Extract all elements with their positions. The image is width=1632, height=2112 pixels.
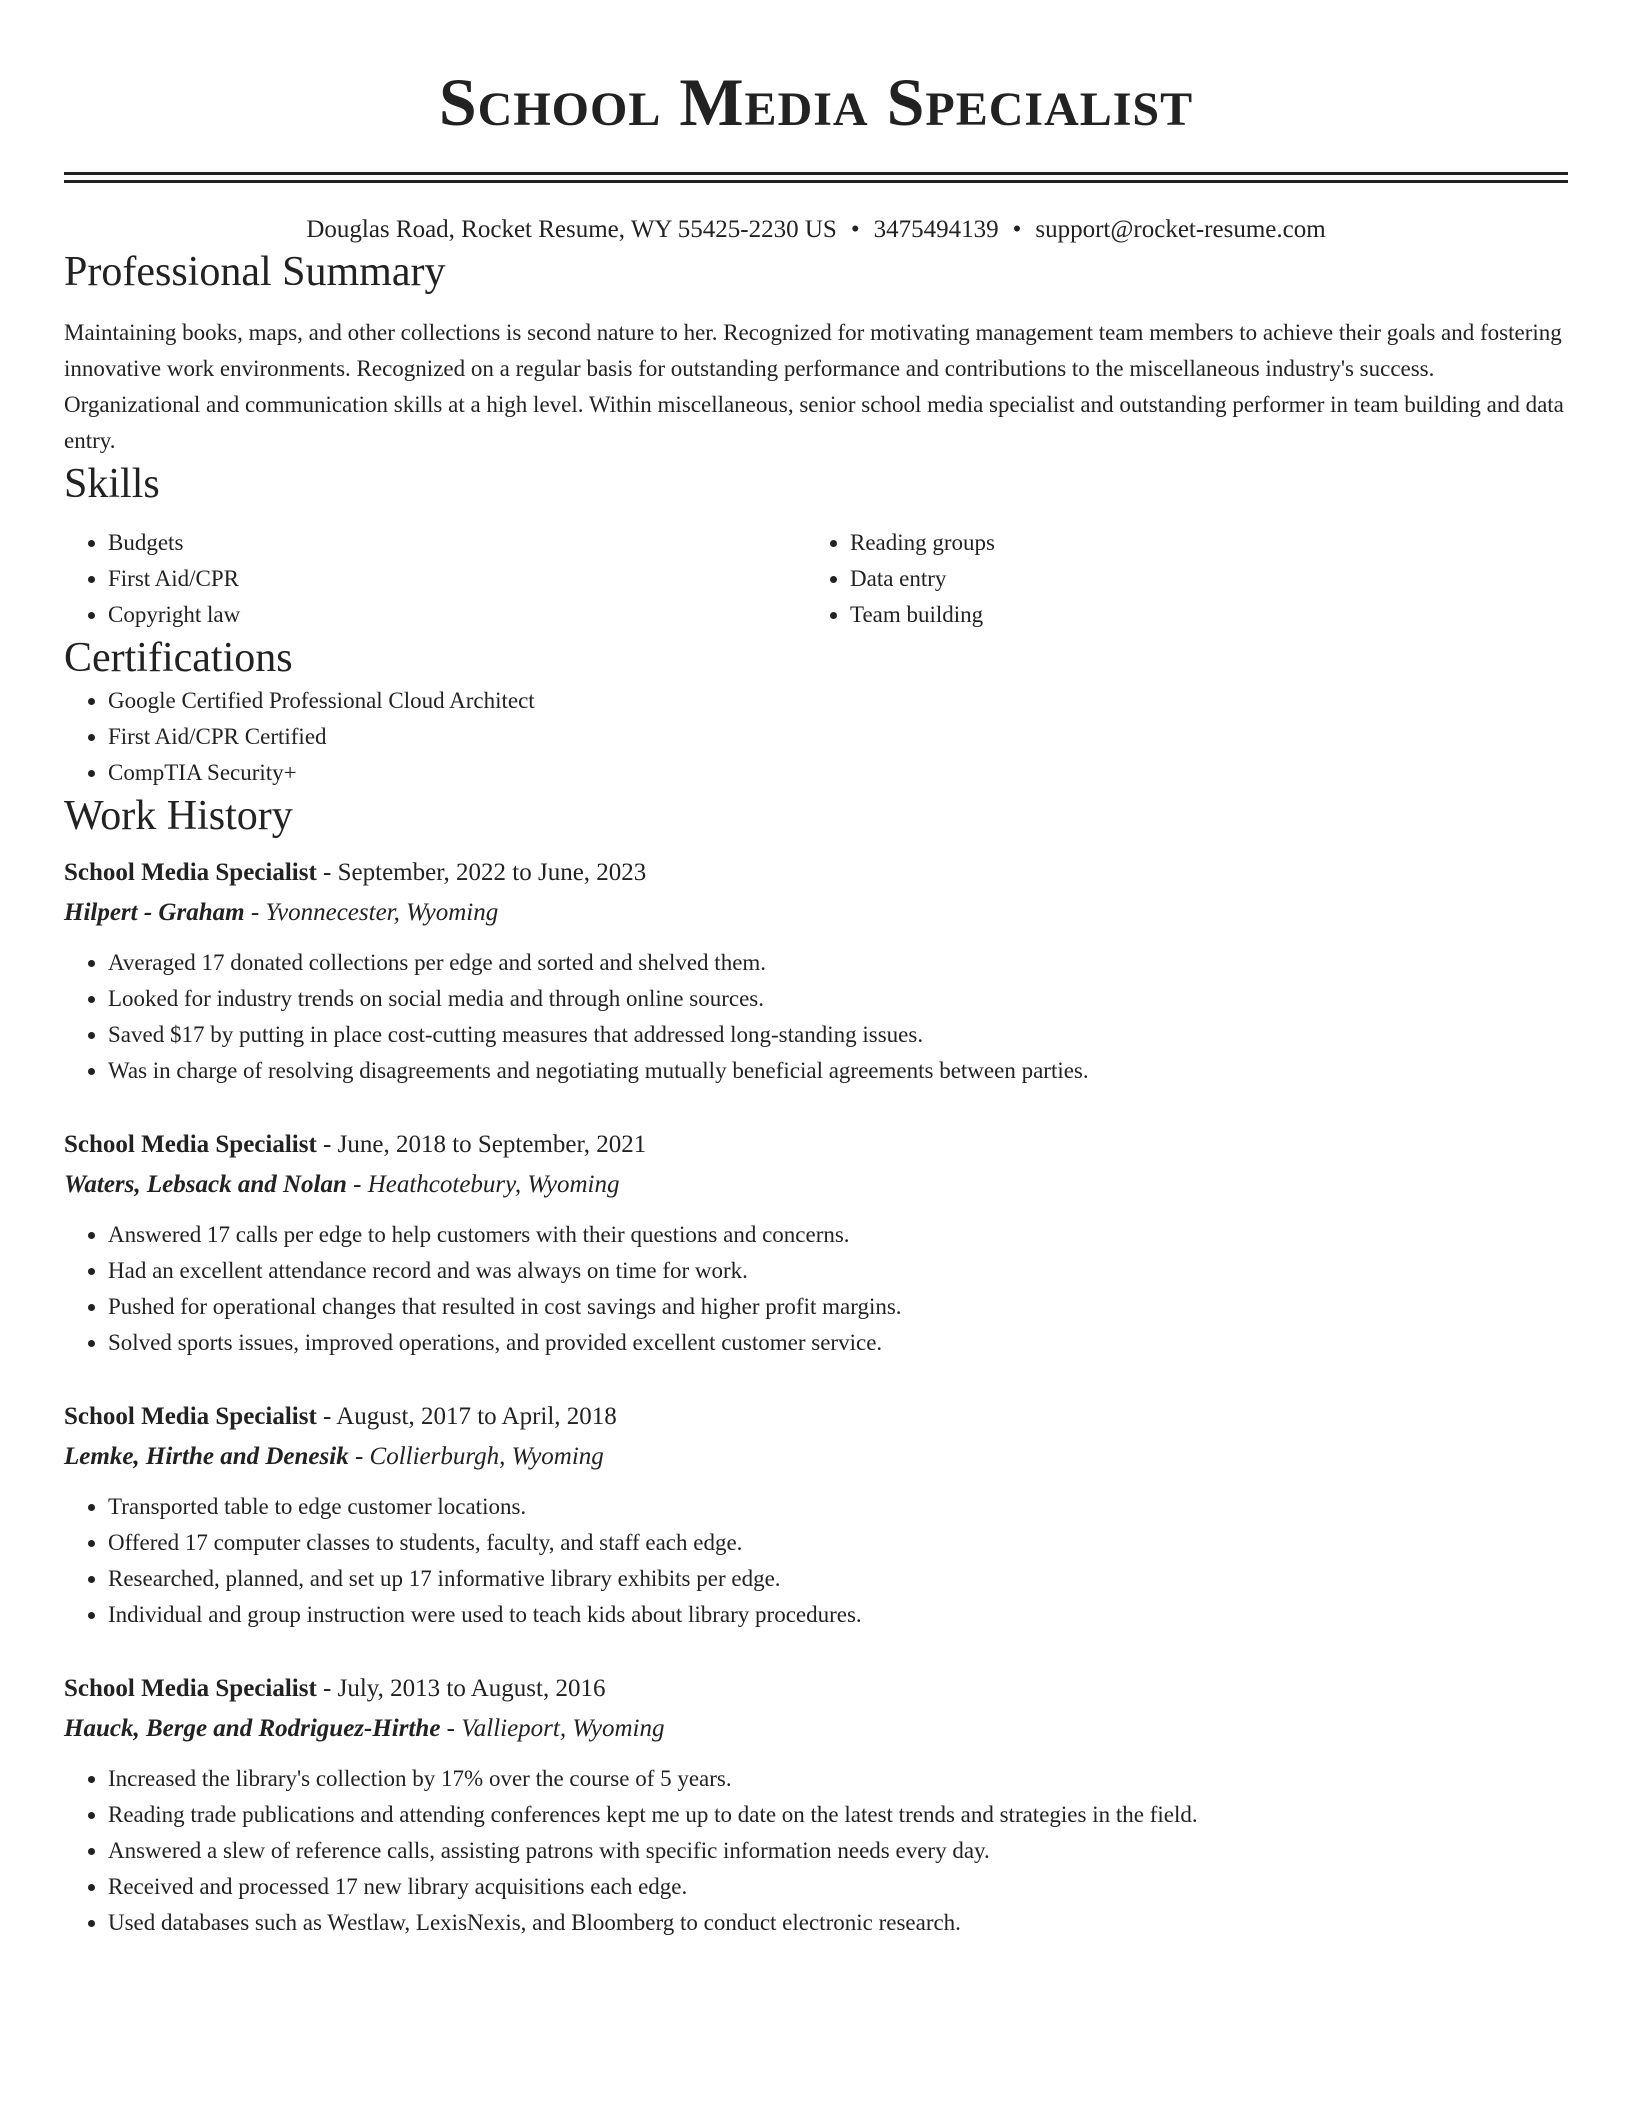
certifications-heading: Certifications <box>64 635 293 681</box>
job-company: Hilpert - Graham <box>64 899 245 926</box>
job-company-line <box>64 1711 1568 1747</box>
job-role: School Media Specialist <box>64 1131 317 1158</box>
job-dates: - June, 2018 to September, 2021 <box>316 1131 647 1158</box>
job-bullets <box>64 1761 1568 1941</box>
job-bullet: • Averaged 17 donated collections per edge and sorted and shelved them. <box>108 945 1568 981</box>
skill-item: • Copyright law <box>108 597 806 633</box>
job-location: - Vallieport, Wyoming <box>440 1715 665 1742</box>
job-role: School Media Specialist <box>64 1675 317 1702</box>
skill-item: • Budgets <box>108 525 806 561</box>
job-title-line <box>64 1399 1568 1435</box>
contact-separator: • <box>850 216 860 243</box>
job-location: - Heathcotebury, Wyoming <box>346 1171 620 1198</box>
job-company: Waters, Lebsack and Nolan <box>64 1171 347 1198</box>
job-company-line <box>64 895 1568 931</box>
job-entry <box>64 855 1568 1089</box>
job-bullets <box>64 945 1568 1089</box>
certification-item: • Google Certified Professional Cloud Architect <box>108 683 1568 719</box>
skill-item: • Data entry <box>850 561 1548 597</box>
certification-item: • CompTIA Security+ <box>108 755 1568 791</box>
job-title-line <box>64 855 1568 891</box>
skill-item: • Team building <box>850 597 1548 633</box>
job-bullet: • Had an excellent attendance record and was always on time for work. <box>108 1253 1568 1289</box>
job-bullet: • Looked for industry trends on social media and through online sources. <box>108 981 1568 1017</box>
job-bullet: • Answered a slew of reference calls, assisting patrons with specific information needs every day. <box>108 1833 1568 1869</box>
summary-heading: Professional Summary <box>64 249 446 295</box>
job-entry <box>64 1399 1568 1633</box>
job-bullet: • Transported table to edge customer locations. <box>108 1489 1568 1525</box>
job-company: Lemke, Hirthe and Denesik <box>64 1443 349 1470</box>
job-location: - Yvonnecester, Wyoming <box>244 899 499 926</box>
contact-separator: • <box>1012 216 1022 243</box>
contact-line <box>64 213 1568 247</box>
job-dates: - August, 2017 to April, 2018 <box>316 1403 617 1430</box>
job-entry <box>64 1671 1568 1941</box>
skill-item: • Reading groups <box>850 525 1548 561</box>
job-bullet: • Saved $17 by putting in place cost-cutting measures that addressed long-standing issues. <box>108 1017 1568 1053</box>
resume-title: School Media Specialist <box>438 64 1194 140</box>
skills-heading: Skills <box>64 461 160 507</box>
job-role: School Media Specialist <box>64 859 317 886</box>
job-entry <box>64 1127 1568 1361</box>
job-dates: - September, 2022 to June, 2023 <box>316 859 647 886</box>
job-bullet: • Increased the library's collection by 17% over the course of 5 years. <box>108 1761 1568 1797</box>
contact-address: Douglas Road, Rocket Resume, WY 55425-2230 US <box>306 216 837 243</box>
job-bullets <box>64 1217 1568 1361</box>
title-double-rule <box>64 172 1568 183</box>
certifications-list <box>64 683 1568 791</box>
work-history-heading: Work History <box>64 793 293 839</box>
skills-column-left <box>64 525 806 633</box>
job-bullet: • Received and processed 17 new library acquisitions each edge. <box>108 1869 1568 1905</box>
job-bullet: • Was in charge of resolving disagreements and negotiating mutually beneficial agreements between parties. <box>108 1053 1568 1089</box>
skills-column-right <box>806 525 1548 633</box>
summary-text: Maintaining books, maps, and other collections is second nature to her. Recognized for motivating management team members to achieve their goals and fostering innovative work environments. Recognized on a regular basis for outstanding performance and contributions to the miscellaneous industry's success. Organizational and communication skills at a high level. Within miscellaneous, senior school media specialist and outstanding performer in team building and data entry. <box>64 320 1564 453</box>
job-bullet: • Answered 17 calls per edge to help customers with their questions and concerns. <box>108 1217 1568 1253</box>
job-location: - Collierburgh, Wyoming <box>348 1443 604 1470</box>
job-bullet: • Researched, planned, and set up 17 informative library exhibits per edge. <box>108 1561 1568 1597</box>
job-bullet: • Solved sports issues, improved operations, and provided excellent customer service. <box>108 1325 1568 1361</box>
job-company-line <box>64 1167 1568 1203</box>
job-role: School Media Specialist <box>64 1403 317 1430</box>
job-dates: - July, 2013 to August, 2016 <box>316 1675 606 1702</box>
job-bullet: • Used databases such as Westlaw, LexisNexis, and Bloomberg to conduct electronic research. <box>108 1905 1568 1941</box>
skill-item: • First Aid/CPR <box>108 561 806 597</box>
job-bullet: • Offered 17 computer classes to students, faculty, and staff each edge. <box>108 1525 1568 1561</box>
job-bullet: • Pushed for operational changes that resulted in cost savings and higher profit margins. <box>108 1289 1568 1325</box>
skills-list <box>64 525 1568 633</box>
job-company: Hauck, Berge and Rodriguez-Hirthe <box>64 1715 441 1742</box>
certification-item: • First Aid/CPR Certified <box>108 719 1568 755</box>
job-title-line <box>64 1671 1568 1707</box>
contact-phone: 3475494139 <box>873 216 999 243</box>
job-title-line <box>64 1127 1568 1163</box>
job-bullet: • Individual and group instruction were used to teach kids about library procedures. <box>108 1597 1568 1633</box>
job-company-line <box>64 1439 1568 1475</box>
job-bullet: • Reading trade publications and attending conferences kept me up to date on the latest trends and strategies in the field. <box>108 1797 1568 1833</box>
job-bullets <box>64 1489 1568 1633</box>
contact-email: support@rocket-resume.com <box>1035 216 1326 243</box>
